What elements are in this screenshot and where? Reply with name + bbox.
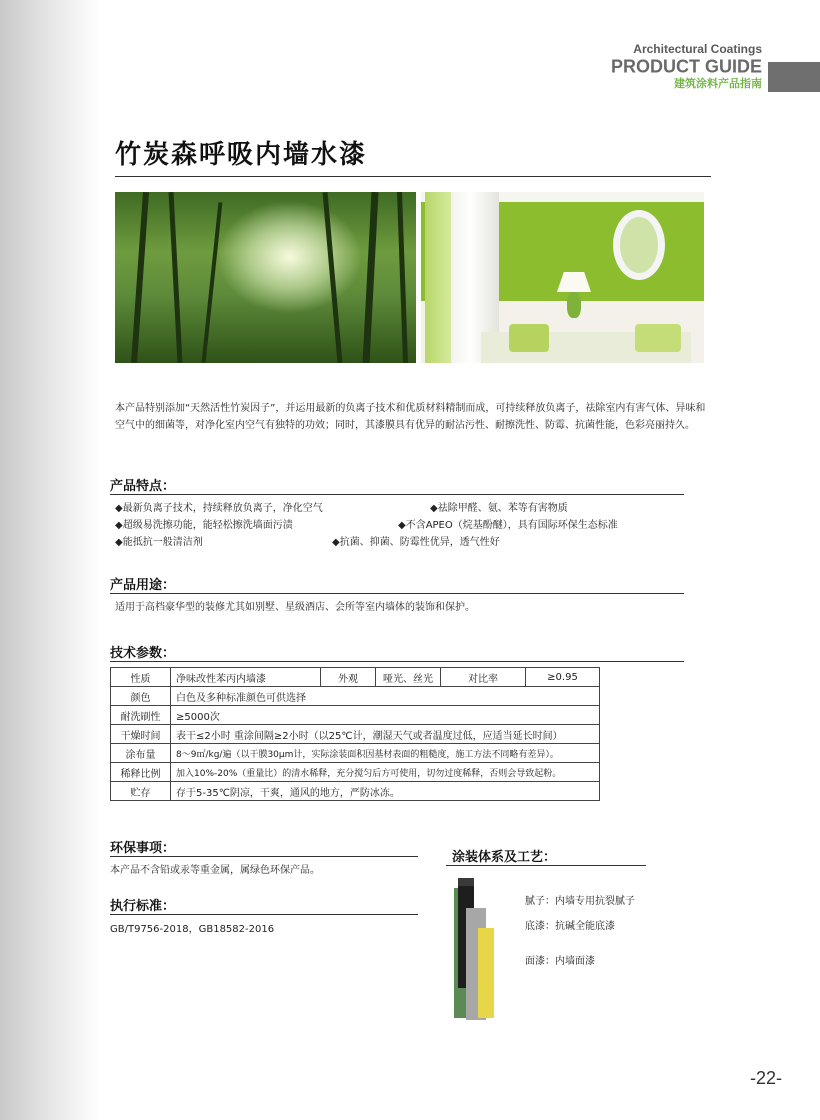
param-label: 稀释比例 [111, 763, 171, 782]
feature-item: ◆不含APEO（烷基酚醚），具有国际环保生态标准 [398, 520, 618, 531]
table-row [111, 706, 600, 725]
params-table [110, 667, 600, 801]
param-value: 白色及多种标准颜色可供选择 [171, 687, 600, 706]
eco-heading: 环保事项： [110, 841, 176, 856]
room-photo [421, 192, 704, 363]
param-label: 涂布量 [111, 744, 171, 763]
standard-heading: 执行标准： [110, 899, 176, 914]
feature-item: ◆抗菌、抑菌、防霉性优异，透气性好 [332, 537, 500, 548]
param-value: 哑光、丝光 [376, 668, 441, 687]
param-value: 表干≤2小时 重涂间隔≥2小时（以25℃计，潮湿天气或者温度过低，应适当延长时间） [171, 725, 600, 744]
param-value: 8～9㎡/kg/遍（以干膜30μm计，实际涂装面积因基材表面的粗糙度，施工方法不同略有差异）。 [171, 744, 600, 763]
feature-item: ◆超级易洗擦功能，能轻松擦洗墙面污渍 [115, 520, 293, 531]
usage-text: 适用于高档豪华型的装修尤其如别墅、星级酒店、会所等室内墙体的装饰和保护。 [115, 602, 475, 613]
forest-photo [115, 192, 416, 363]
layer-primer-label: 底漆：抗碱全能底漆 [525, 921, 615, 932]
param-value: 净味改性苯丙内墙漆 [171, 668, 321, 687]
feature-item: ◆能抵抗一般清洁剂 [115, 537, 203, 548]
param-value: 加入10%-20%（重量比）的清水稀释，充分搅匀后方可使用，切勿过度稀释，否则会导致起粉。 [171, 763, 600, 782]
header-grey-bar [768, 62, 820, 92]
param-label: 外观 [321, 668, 376, 687]
product-intro: 本产品特别添加“天然活性竹炭因子”，并运用最新的负离子技术和优质材料精制而成，可持续释放负离子，祛除室内有害气体、异味和空气中的细菌等，对净化室内空气有独特的功效；同时，其漆膜具有优异的耐沾污性、耐擦洗性、防霉、抗菌性能，色彩亮丽持久。 [115, 403, 706, 431]
features-heading: 产品特点： [110, 479, 176, 494]
page-title: 竹炭森呼吸内墙水漆 [115, 140, 368, 170]
standard-text: GB/T9756-2018，GB18582-2016 [110, 924, 275, 935]
features-rule [110, 494, 684, 495]
title-divider [115, 176, 711, 177]
feature-item: ◆最新负离子技术，持续释放负离子，净化空气 [115, 503, 323, 514]
eco-rule [110, 856, 418, 857]
system-rule [446, 865, 646, 866]
left-gradient-band [0, 0, 100, 1120]
table-row [111, 782, 600, 801]
header-cn-line: 建筑涂料产品指南 [674, 77, 762, 90]
usage-heading: 产品用途： [110, 578, 176, 593]
usage-rule [110, 593, 684, 594]
param-label: 性质 [111, 668, 171, 687]
table-row [111, 668, 600, 687]
table-row [111, 744, 600, 763]
table-row [111, 763, 600, 782]
system-heading: 涂装体系及工艺： [452, 850, 557, 865]
eco-text: 本产品不含铅或汞等重金属，属绿色环保产品。 [110, 865, 320, 876]
page-number: -22- [749, 1068, 782, 1088]
standard-rule [110, 914, 418, 915]
param-value: 存于5-35℃阴凉，干爽，通风的地方，严防冰冻。 [171, 782, 600, 801]
layer-topcoat-label: 面漆：内墙面漆 [525, 956, 595, 967]
table-row [111, 725, 600, 744]
header-logo [611, 42, 762, 91]
feature-item: ◆祛除甲醛、氨、苯等有害物质 [430, 503, 568, 514]
param-label: 贮存 [111, 782, 171, 801]
params-rule [110, 661, 684, 662]
param-value: ≥5000次 [171, 706, 600, 725]
param-label: 颜色 [111, 687, 171, 706]
param-label: 干燥时间 [111, 725, 171, 744]
layer-putty-label: 腻子：内墙专用抗裂腻子 [525, 896, 635, 907]
param-label: 对比率 [441, 668, 526, 687]
header-en-line2: PRODUCT GUIDE [610, 55, 762, 77]
features-list [115, 500, 695, 551]
table-row [111, 687, 600, 706]
param-label: 耐洗刷性 [111, 706, 171, 725]
params-heading: 技术参数： [110, 646, 176, 661]
header-en-line1: Architectural Coatings [633, 42, 762, 56]
param-value: ≥0.95 [526, 668, 600, 687]
coating-layers-diagram [440, 868, 510, 1018]
